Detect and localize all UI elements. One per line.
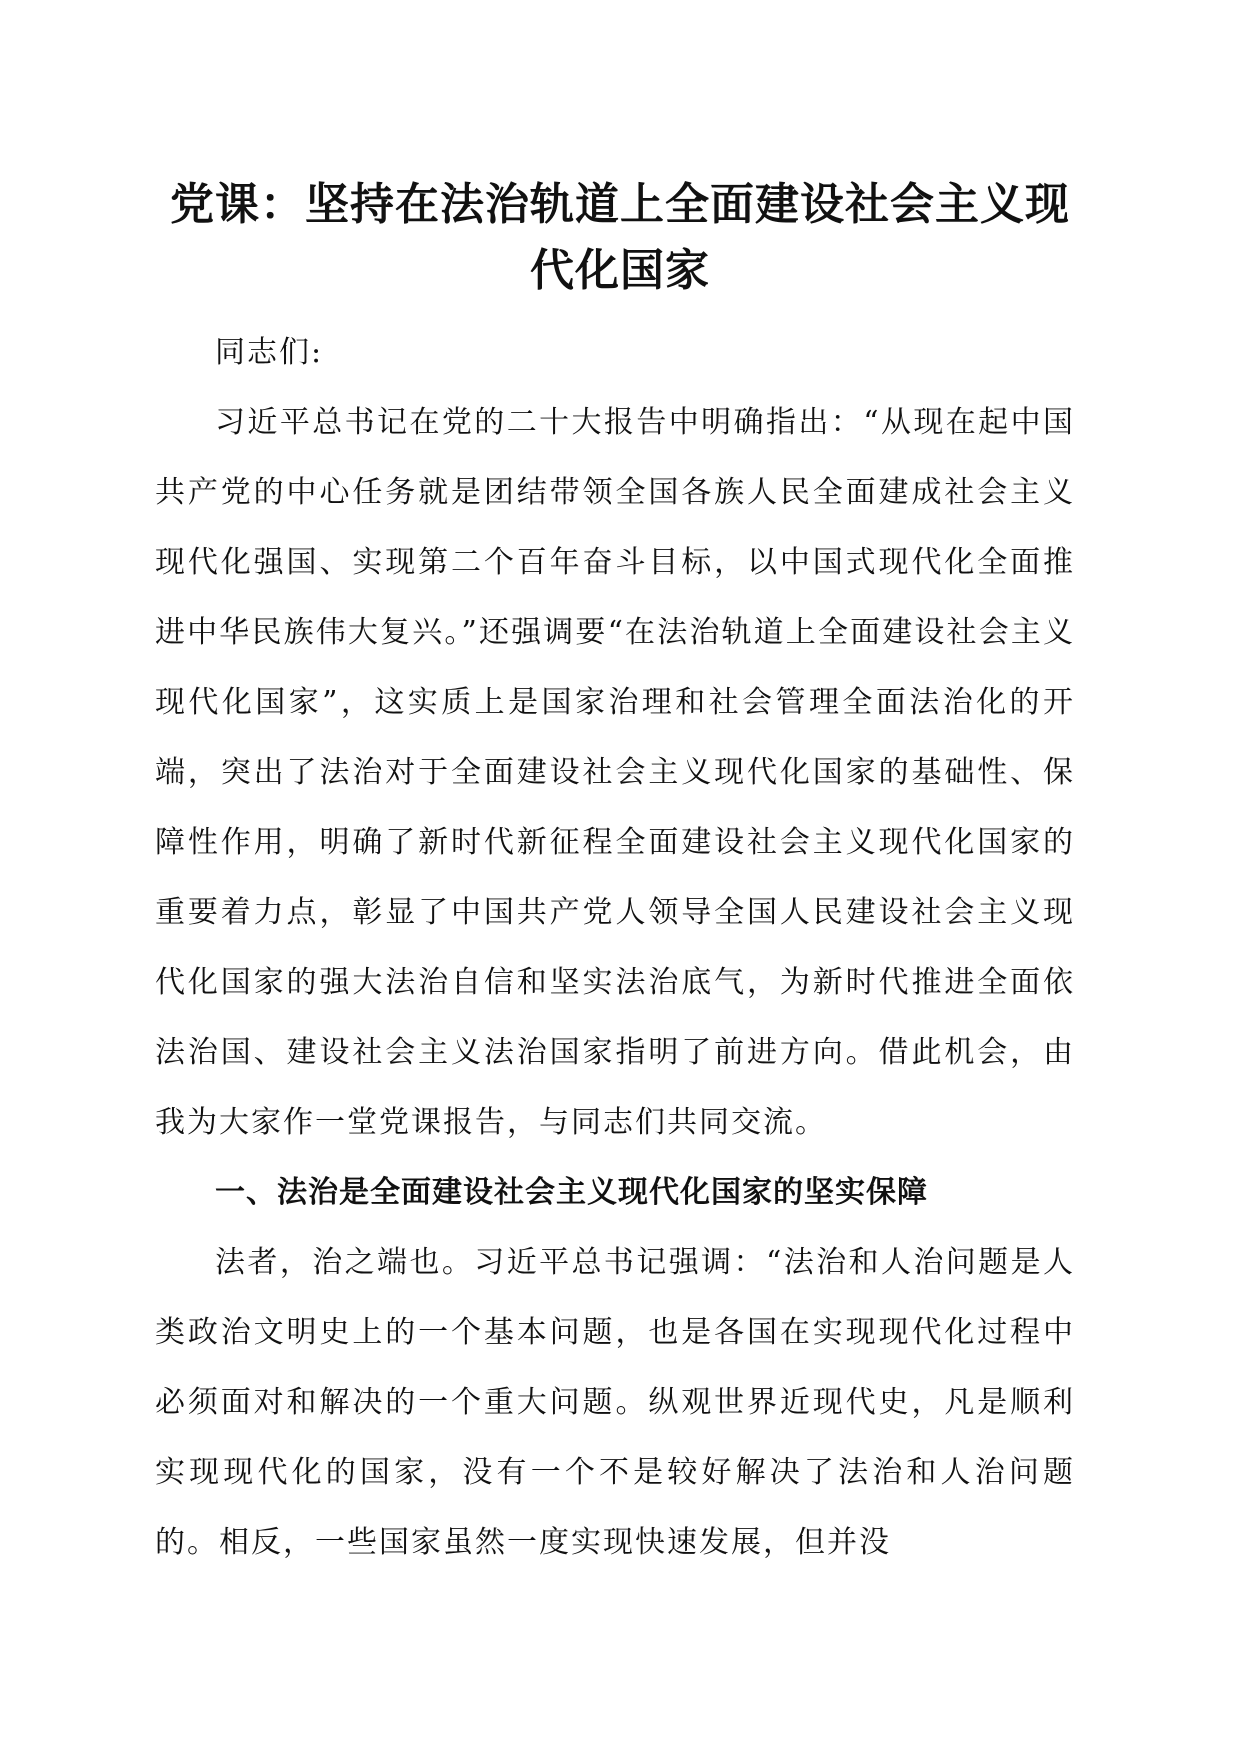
salutation: 同志们: bbox=[215, 335, 324, 370]
intro-paragraph: 习近平总书记在党的二十大报告中明确指出：“从现在起中国共产党的中心任务就是团结带领全国各族人民全面建成社会主义现代化强国、实现第二个百年奋斗目标，以中国式现代化全面推进中华民族伟大复兴。”还强调要“在法治轨道上全面建设社会主义现代化国家”，这实质上是国家治理和社会管理全面法治化的开端，突出了法治对于全面建设社会主义现代化国家的基础性、保障性作用，明确了新时代新征程全面建设社会主义现代化国家的重要着力点，彰显了中国共产党人领导全国人民建设社会主义现代化国家的强大法治自信和坚实法治底气，为新时代推进全面依法治国、建设社会主义法治国家指明了前进方向。借此机会，由我为大家作一堂党课报告，与同志们共同交流。 bbox=[155, 405, 1075, 1140]
document-title-line-1: 党课：坚持在法治轨道上全面建设社会主义现 bbox=[170, 179, 1070, 230]
section-1-heading: 一、法治是全面建设社会主义现代化国家的坚实保障 bbox=[215, 1175, 928, 1210]
document-title-line-2: 代化国家 bbox=[530, 245, 710, 296]
document-body bbox=[155, 318, 1075, 1578]
document-title bbox=[150, 172, 1090, 304]
section-1-paragraph: 法者，治之端也。习近平总书记强调：“法治和人治问题是人类政治文明史上的一个基本问题，也是各国在实现现代化过程中必须面对和解决的一个重大问题。纵观世界近现代史，凡是顺利实现现代化的国家，没有一个不是较好解决了法治和人治问题的。相反，一些国家虽然一度实现快速发展，但并没 bbox=[155, 1245, 1075, 1560]
